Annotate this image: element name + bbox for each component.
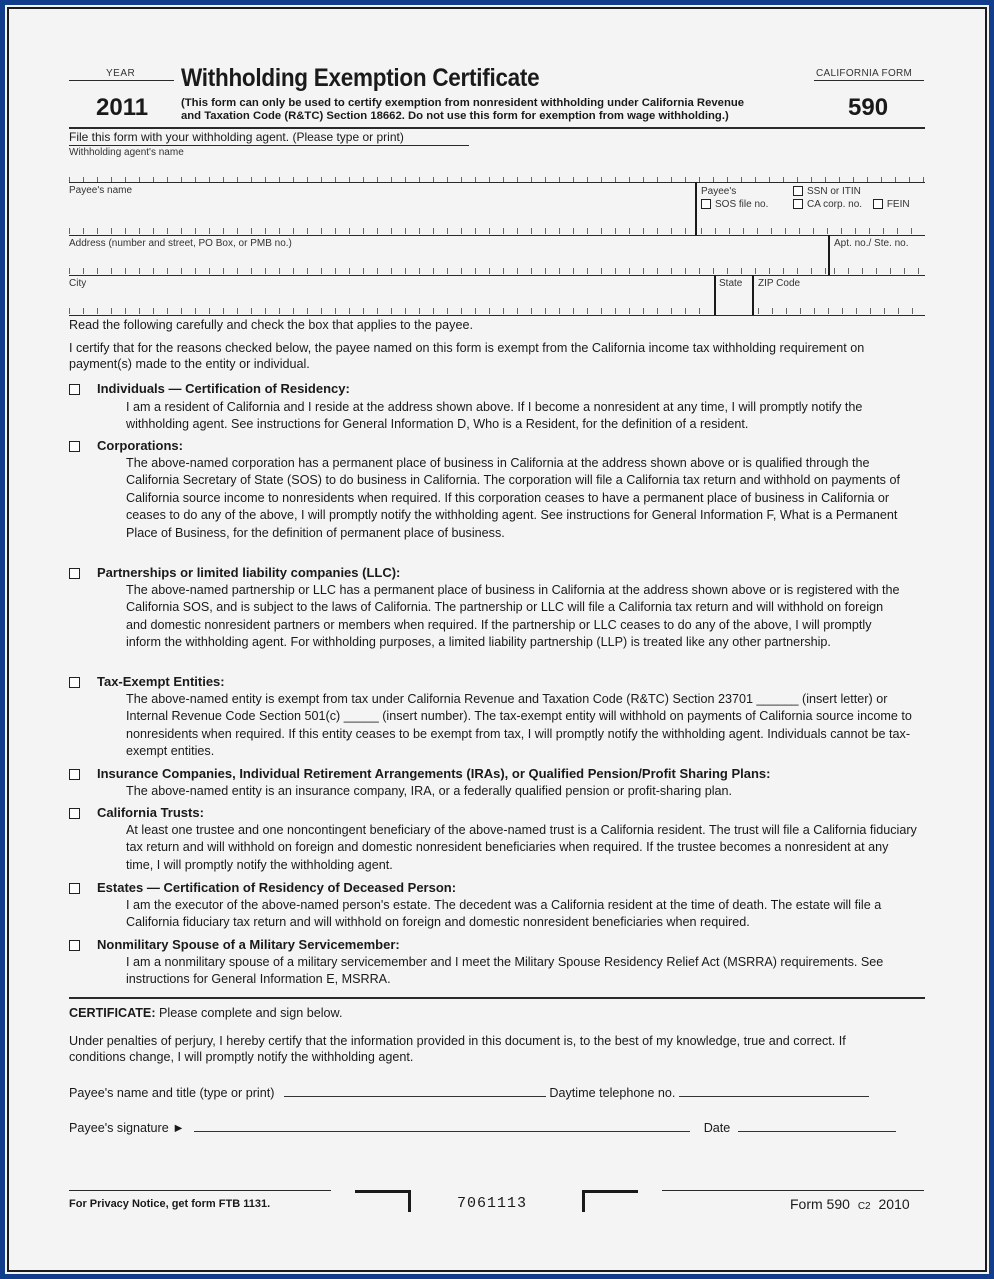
date-field[interactable] <box>738 1131 896 1132</box>
privacy-notice: For Privacy Notice, get form FTB 1131. <box>69 1198 271 1210</box>
fein-checkbox[interactable] <box>873 199 883 209</box>
form-label-rule <box>814 80 924 81</box>
ssn-checkbox[interactable] <box>793 186 803 196</box>
subtitle-line-2: and Taxation Code (R&TC) Section 18662. Do not use this form for exemption from wage withholding.) <box>181 109 729 122</box>
payee-id-tick-row <box>701 228 925 234</box>
signature-label: Payee's signature ► <box>69 1121 185 1135</box>
state-field[interactable] <box>719 292 751 314</box>
name-title-field[interactable] <box>284 1096 546 1097</box>
trusts-checkbox[interactable] <box>69 808 80 819</box>
individuals-title: Individuals — Certification of Residency: <box>97 381 350 396</box>
instruction-rule <box>69 145 469 146</box>
sos-checkbox[interactable] <box>701 199 711 209</box>
certificate-rule <box>69 997 925 999</box>
payee-rule <box>69 235 925 236</box>
trusts-title: California Trusts: <box>97 805 204 820</box>
estates-title: Estates — Certification of Residency of Deceased Person: <box>97 880 457 895</box>
tax-year: 2011 <box>96 94 149 121</box>
certificate-heading-label: CERTIFICATE: <box>69 1006 156 1020</box>
agent-name-label: Withholding agent's name <box>69 147 184 158</box>
certificate-heading <box>69 1006 342 1020</box>
city-tick-row <box>69 308 713 314</box>
fein-label: FEIN <box>886 199 910 210</box>
form-ref-rule <box>662 1190 924 1191</box>
apt-label: Apt. no./ Ste. no. <box>834 238 909 249</box>
corporations-checkbox[interactable] <box>69 441 80 452</box>
file-instruction-note: (Please type or print) <box>292 130 404 144</box>
address-rule <box>69 275 925 276</box>
california-form-label: CALIFORNIA FORM <box>816 68 913 79</box>
military-spouse-checkbox[interactable] <box>69 940 80 951</box>
payee-divider <box>695 182 697 235</box>
certify-statement: I certify that for the reasons checked below, the payee named on this form is exempt from the California income tax withholding requirement on payment(s) made to the entity or individual. <box>69 341 865 371</box>
phone-label: Daytime telephone no. <box>549 1086 676 1100</box>
ca-corp-label: CA corp. no. <box>807 199 863 210</box>
insurance-body: The above-named entity is an insurance company, IRA, or a federally qualified pension or profit-sharing plan. <box>126 784 732 798</box>
form-subtitle <box>181 97 744 122</box>
form-title: Withholding Exemption Certificate <box>181 64 540 92</box>
estates-checkbox[interactable] <box>69 883 80 894</box>
subtitle-line-1: (This form can only be used to certify exemption from nonresident withholding under California Revenue <box>181 97 745 109</box>
corporations-title: Corporations: <box>97 438 183 453</box>
individuals-body: I am a resident of California and I reside at the address shown above. If I become a nonresident at any time, I will promptly notify the withholding agent. See instructions for General Information D, Who is a Resident, for the definition of a resident. <box>126 400 863 432</box>
state-divider <box>714 275 716 315</box>
tax-exempt-body: The above-named entity is exempt from tax under California Revenue and Taxation Code (R&TC) Section 23701 ______ (insert letter) or Internal Revenue Code Section 501(c) _____ (insert number). The tax-exempt entity will withhold on payments of California source income to nonresidents when required. If this entity ceases to be exempt from tax, I will promptly notify the withholding agent. Individuals cannot be tax-exempt entities. <box>126 692 912 759</box>
military-spouse-title: Nonmilitary Spouse of a Military Servicemember: <box>97 937 400 952</box>
form-code: 7061113 <box>457 1195 528 1212</box>
scan-mark-right <box>582 1190 638 1212</box>
payee-id-label: Payee's <box>701 186 737 197</box>
insurance-title: Insurance Companies, Individual Retirement Arrangements (IRAs), or Qualified Pension/Profit Sharing Plans: <box>97 766 771 781</box>
payee-id-options <box>793 185 910 211</box>
ssn-label: SSN or ITIN <box>807 186 861 197</box>
scan-mark-left <box>355 1190 411 1212</box>
file-instruction <box>69 130 404 144</box>
sos-label: SOS file no. <box>715 199 769 210</box>
file-instruction-text: File this form with your withholding agent. <box>69 130 290 144</box>
date-label: Date <box>703 1121 731 1135</box>
apt-divider <box>828 235 830 275</box>
payee-name-label: Payee's name <box>69 185 133 196</box>
perjury-statement: Under penalties of perjury, I hereby certify that the information provided in this document is, to the best of my knowledge, true and correct. If conditions change, I will promptly notify the withholding agent. <box>69 1034 846 1064</box>
apt-tick-row <box>834 268 924 274</box>
estates-body: I am the executor of the above-named person's estate. The decedent was a California resident at the time of death. The estate will file a California fiduciary tax return and will withhold on foreign and domestic nonresident beneficiaries when required. <box>126 898 882 930</box>
zip-tick-row <box>758 308 924 314</box>
form-ref-suffix: C2 <box>857 1201 871 1212</box>
form-ref-label: Form 590 <box>790 1196 850 1212</box>
privacy-rule <box>69 1190 331 1191</box>
read-instruction: Read the following carefully and check the box that applies to the payee. <box>69 318 473 332</box>
partnerships-title: Partnerships or limited liability companies (LLC): <box>97 565 401 580</box>
form-ref-year: 2010 <box>878 1196 910 1212</box>
signature-field[interactable] <box>194 1131 690 1132</box>
signature-row <box>69 1121 896 1135</box>
trusts-body: At least one trustee and one noncontingent beneficiary of the above-named trust is a California resident. The trust will file a California fiduciary tax return and will withhold on foreign and domestic nonresident beneficiaries when required. If the trustee becomes a nonresident at any time, I will promptly notify the withholding agent. <box>126 823 917 872</box>
tax-exempt-title: Tax-Exempt Entities: <box>97 674 225 689</box>
corporations-body: The above-named corporation has a permanent place of business in California at the address shown above or is qualified through the California Secretary of State (SOS) to do business in California. The corporation will file a California tax return and withhold on payments of California source income to nonresidents when required. If this corporation ceases to have a permanent place of business in California or ceases to do any of the above, I will promptly notify the withholding agent. See instructions for General Information F, What is a Permanent Place of Business, for the definition of permanent place of business. <box>126 456 900 540</box>
year-label: YEAR <box>106 68 136 79</box>
individuals-checkbox[interactable] <box>69 384 80 395</box>
agent-rule <box>69 182 925 183</box>
state-label: State <box>719 278 743 289</box>
certificate-heading-note: Please complete and sign below. <box>159 1006 343 1020</box>
name-title-label: Payee's name and title (type or print) <box>69 1086 275 1100</box>
form-reference <box>790 1196 910 1212</box>
military-spouse-body: I am a nonmilitary spouse of a military servicemember and I meet the Military Spouse Residency Relief Act (MSRRA) requirements. See instructions for General Information E, MSRRA. <box>126 955 884 987</box>
payee-id-block <box>701 185 768 211</box>
name-title-row <box>69 1086 869 1100</box>
address-tick-row <box>69 268 827 274</box>
partnerships-body: The above-named partnership or LLC has a permanent place of business in California at the address shown above or is registered with the California SOS, and is subject to the laws of California. The partnership or LLC will file a California tax return and will withhold on foreign and domestic nonresident partners or members when required. If the partnership or LLC ceases to do any of the above, I will promptly inform the withholding agent. For withholding purposes, a limited liability partnership (LLP) is treated like any other partnership. <box>126 583 900 650</box>
insurance-checkbox[interactable] <box>69 769 80 780</box>
form-number: 590 <box>848 94 889 121</box>
zip-divider <box>752 275 754 315</box>
payee-tick-row <box>69 228 694 234</box>
ca-corp-checkbox[interactable] <box>793 199 803 209</box>
address-label: Address (number and street, PO Box, or PMB no.) <box>69 238 292 249</box>
partnerships-checkbox[interactable] <box>69 568 80 579</box>
phone-field[interactable] <box>679 1096 869 1097</box>
tax-exempt-checkbox[interactable] <box>69 677 80 688</box>
city-rule <box>69 315 925 316</box>
header-rule <box>69 127 925 129</box>
zip-label: ZIP Code <box>758 278 801 289</box>
city-label: City <box>69 278 87 289</box>
year-rule <box>69 80 174 81</box>
